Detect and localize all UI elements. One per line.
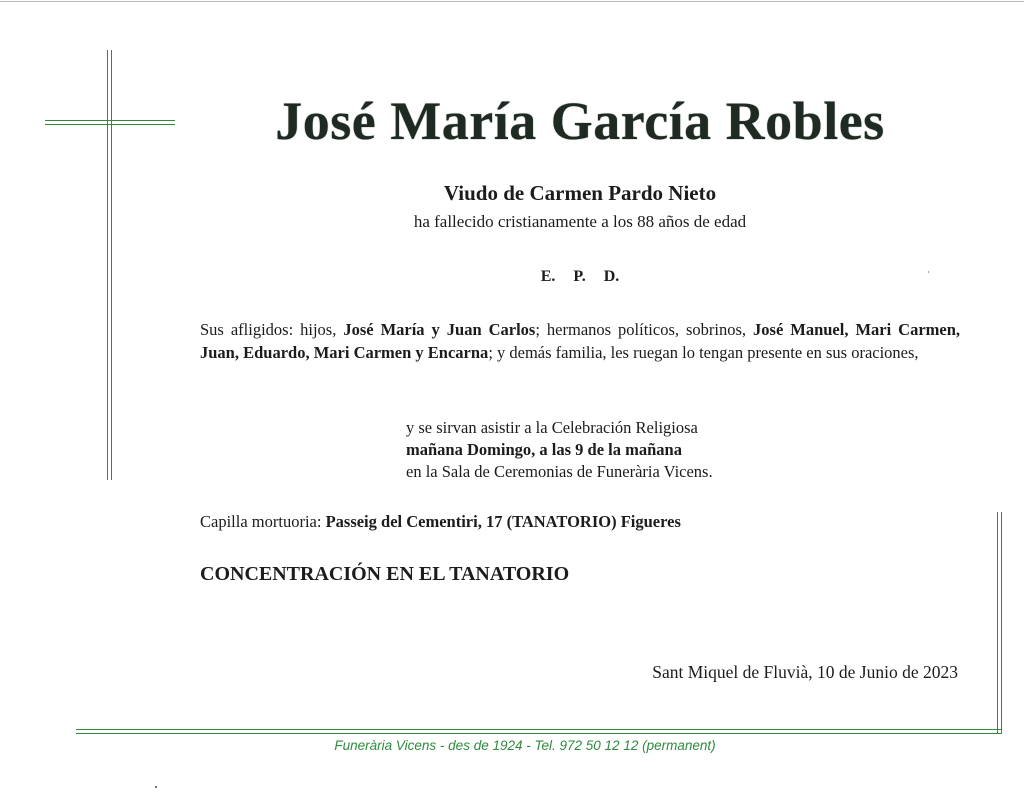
mourners-intro: Sus afligidos: hijos,: [200, 320, 344, 339]
place-date: Sant Miquel de Fluvià, 10 de Junio de 2023: [652, 662, 958, 682]
scan-speck: [155, 786, 157, 788]
concentration-line: CONCENTRACIÓN EN EL TANATORIO: [200, 563, 570, 585]
epd-line: E. P. D.: [540, 268, 620, 285]
scan-speck: [928, 271, 929, 273]
ceremony-block: [406, 417, 826, 483]
ceremony-line-3: en la Sala de Ceremonias de Funerària Vicens.: [406, 462, 713, 481]
ceremony-line-1: y se sirvan asistir a la Celebración Religiosa: [406, 418, 698, 437]
deceased-line: ha fallecido cristianamente a los 88 años de edad: [413, 212, 747, 231]
mourners-paragraph: [200, 318, 960, 364]
deceased-name: José María García Robles: [275, 91, 885, 151]
top-rule: [0, 1, 1024, 2]
chapel-label: Capilla mortuoria:: [200, 512, 326, 531]
chapel-line: [200, 512, 681, 532]
footer-funeral-home: Funerària Vicens - des de 1924 - Tel. 972 50 12 12 (permanent): [334, 738, 716, 753]
chapel-address: Passeig del Cementiri, 17 (TANATORIO) Figueres: [325, 512, 681, 531]
mourners-nephews: José Manuel, Mari Carmen, Juan, Eduardo, Mari Carmen y Encarna: [200, 320, 961, 362]
mourners-relatives: ; hermanos políticos, sobrinos,: [535, 320, 754, 339]
ceremony-line-2: mañana Domingo, a las 9 de la mañana: [406, 440, 682, 459]
widow-of-line: Viudo de Carmen Pardo Nieto: [443, 181, 717, 205]
mourners-closing: ; y demás familia, les ruegan lo tengan presente en sus oraciones,: [488, 343, 919, 362]
mourners-children: José María y Juan Carlos: [343, 320, 536, 339]
